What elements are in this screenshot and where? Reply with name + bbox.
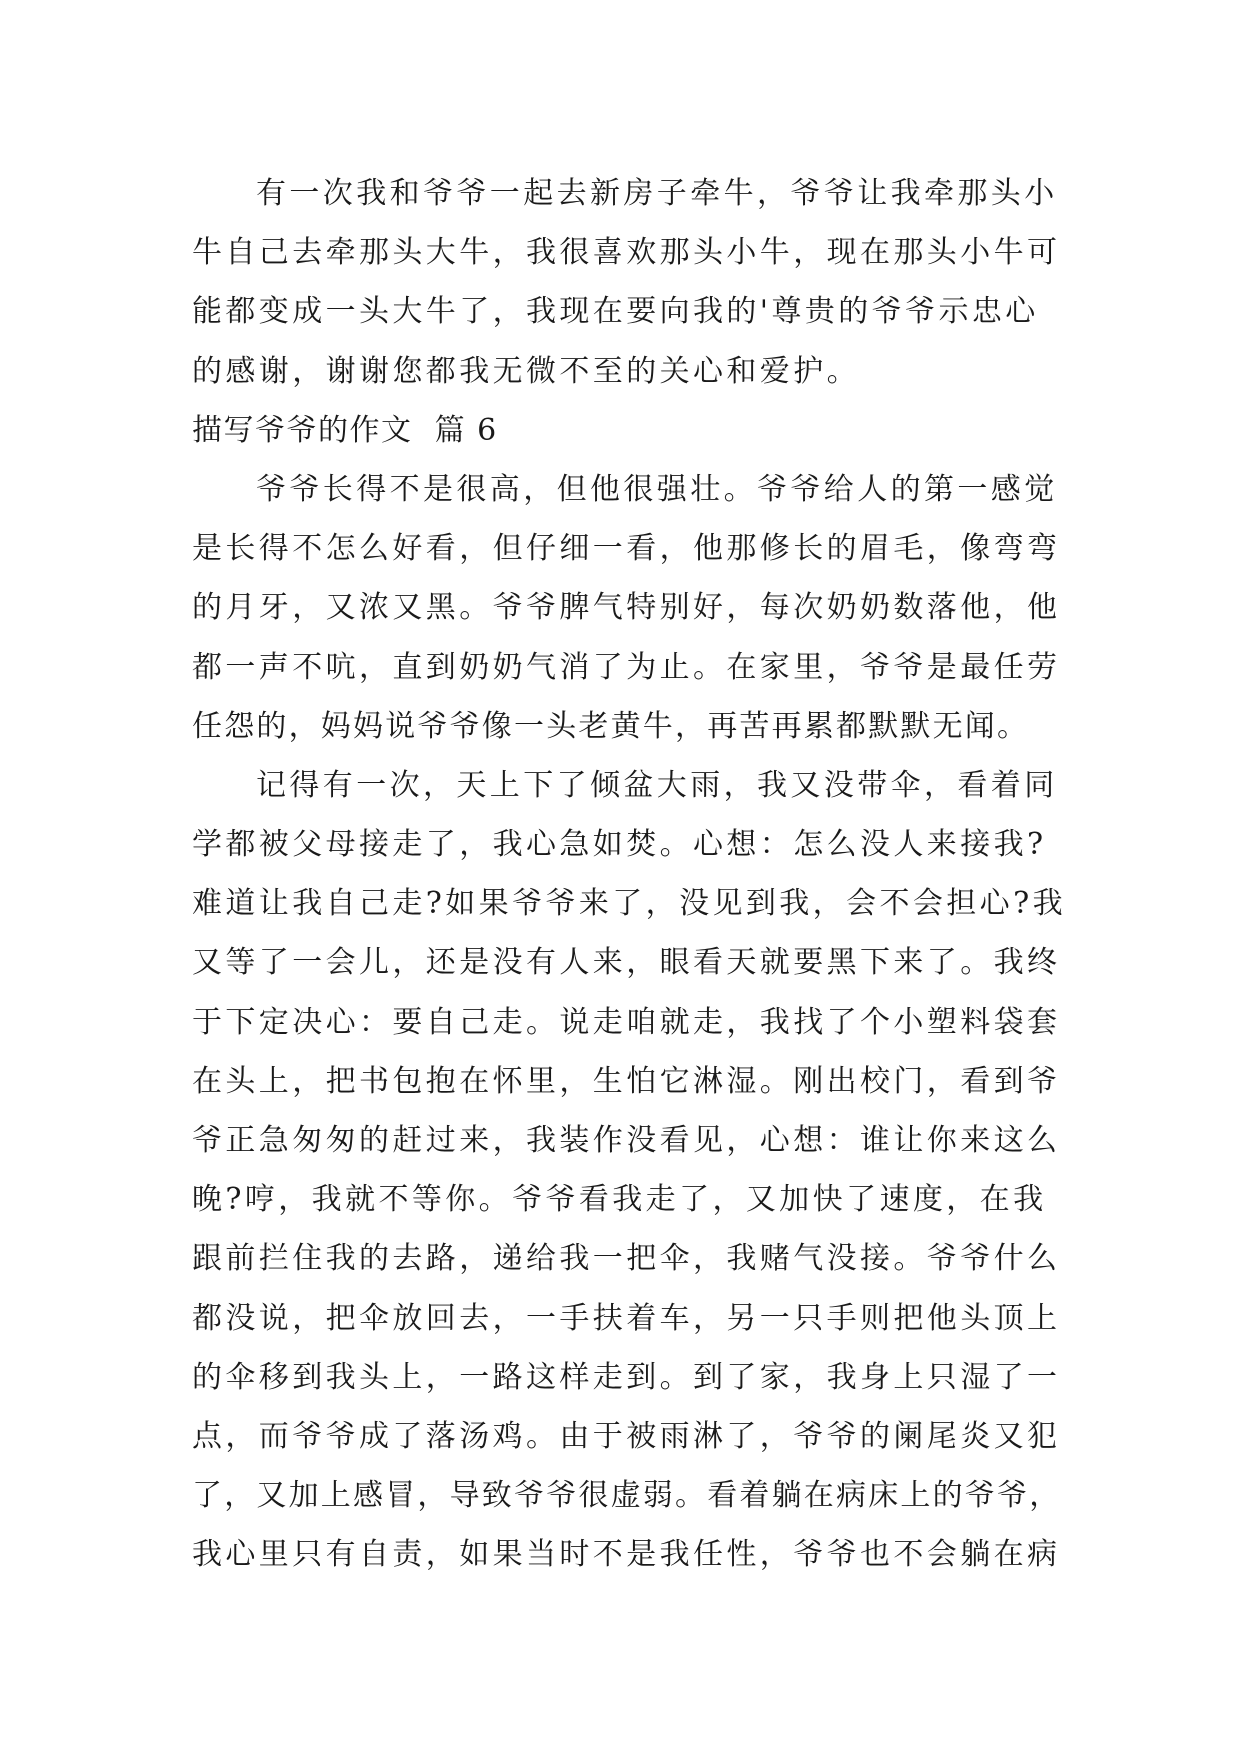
text-line: 我心里只有自责，如果当时不是我任性，爷爷也不会躺在病	[192, 1537, 1061, 1573]
text-line: 牛自己去牵那头大牛，我很喜欢那头小牛，现在那头小牛可	[192, 235, 1061, 271]
text-line: 难道让我自己走?如果爷爷来了，没见到我，会不会担心?我	[192, 886, 1066, 922]
text-line: 都一声不吭，直到奶奶气消了为止。在家里，爷爷是最任劳	[192, 649, 1061, 685]
text-line: 爷正急匆匆的赶过来，我装作没看见，心想：谁让你来这么	[192, 1123, 1061, 1158]
section-heading: 描写爷爷的作文 篇 6	[192, 412, 498, 448]
text-line: 晚?哼，我就不等你。爷爷看我走了，又加快了速度，在我	[192, 1182, 1047, 1218]
paragraph-2	[192, 460, 1072, 756]
text-line: 于下定决心：要自己走。说走咱就走，我找了个小塑料袋套	[192, 1004, 1061, 1040]
text-line: 任怨的，妈妈说爷爷像一头老黄牛，再苦再累都默默无闻。	[192, 708, 1030, 744]
paragraph-1	[192, 164, 1072, 401]
text-line: 的感谢，谢谢您都我无微不至的关心和爱护。	[192, 353, 860, 389]
text-line: 了，又加上感冒，导致爷爷很虚弱。看着躺在病床上的爷爷，	[192, 1478, 1062, 1514]
text-line: 学都被父母接走了，我心急如焚。心想：怎么没人来接我?	[192, 827, 1047, 863]
text-line: 点，而爷爷成了落汤鸡。由于被雨淋了，爷爷的阑尾炎又犯	[192, 1418, 1061, 1454]
paragraph-3	[192, 756, 1072, 1585]
text-line: 的伞移到我头上，一路这样走到。到了家，我身上只湿了一	[192, 1359, 1061, 1395]
essay-body	[192, 164, 1072, 1585]
text-line: 能都变成一头大牛了，我现在要向我的'尊贵的爷爷示忠心	[192, 294, 1039, 330]
text-line: 跟前拦住我的去路，递给我一把伞，我赌气没接。爷爷什么	[192, 1241, 1061, 1277]
text-line: 又等了一会儿，还是没有人来，眼看天就要黑下来了。我终	[192, 945, 1061, 981]
text-line: 爷爷长得不是很高，但他很强壮。爷爷给人的第一感觉	[256, 471, 1058, 507]
text-line: 是长得不怎么好看，但仔细一看，他那修长的眉毛，像弯弯	[192, 531, 1061, 567]
text-line: 的月牙，又浓又黑。爷爷脾气特别好，每次奶奶数落他，他	[192, 590, 1061, 626]
text-line: 在头上，把书包抱在怀里，生怕它淋湿。刚出校门，看到爷	[192, 1063, 1061, 1099]
text-line: 有一次我和爷爷一起去新房子牵牛，爷爷让我牵那头小	[256, 176, 1058, 211]
text-line: 都没说，把伞放回去，一手扶着车，另一只手则把他头顶上	[192, 1300, 1061, 1336]
text-line: 记得有一次，天上下了倾盆大雨，我又没带伞，看着同	[256, 767, 1058, 803]
